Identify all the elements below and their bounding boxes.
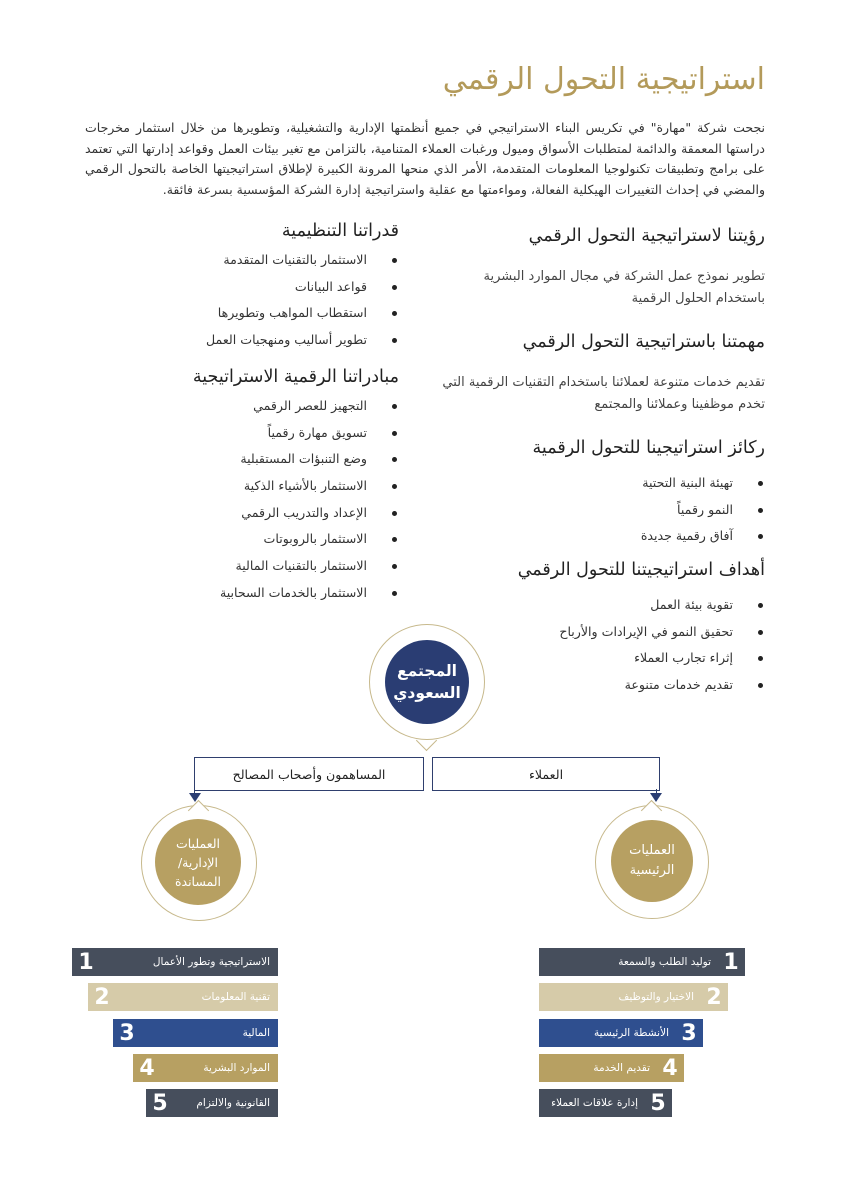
right-bar-1 (539, 948, 745, 976)
list-item: وضع التنبؤات المستقبلية (99, 446, 399, 473)
right-circle-label: العمليات الرئيسية (629, 843, 675, 878)
list-item: تقوية بيئة العمل (435, 592, 765, 619)
left-circle-label: العمليات الإدارية/ المساندة (174, 835, 222, 889)
bar-label: المالية (242, 1027, 270, 1039)
bar-number: 3 (681, 1020, 697, 1046)
vision-text: تطوير نموذج عمل الشركة في مجال الموارد البشرية باستخدام الحلول الرقمية (483, 269, 765, 306)
left-bar-3 (113, 1019, 278, 1047)
bar-label: تقديم الخدمة (593, 1062, 650, 1074)
bar-number: 1 (78, 949, 94, 975)
bar-label: تقنية المعلومات (201, 991, 270, 1003)
customers-label: العملاء (528, 766, 564, 782)
bar-label: القانونية والالتزام (196, 1097, 270, 1109)
capabilities-heading: قدراتنا التنظيمية (281, 221, 399, 241)
bar-label: الاختيار والتوظيف (618, 991, 694, 1003)
list-item: الإعداد والتدريب الرقمي (99, 500, 399, 527)
list-item: استقطاب المواهب وتطويرها (99, 300, 399, 327)
bar-number: 3 (119, 1020, 135, 1046)
pillars-heading: ركائز استراتيجينا للتحول الرقمية (532, 438, 765, 458)
bar-label: الموارد البشرية (203, 1062, 270, 1074)
bar-number: 1 (723, 949, 739, 975)
list-item: تطوير أساليب ومنهجيات العمل (99, 327, 399, 354)
list-item: الاستثمار بالتقنيات المالية (99, 553, 399, 580)
top-circle (385, 640, 469, 724)
bar-label: توليد الطلب والسمعة (618, 956, 711, 968)
bar-number: 2 (706, 984, 722, 1010)
initiatives-section (99, 367, 399, 607)
bar-number: 4 (662, 1055, 678, 1081)
pillars-section (435, 438, 765, 550)
list-item: الاستثمار بالأشياء الذكية (99, 473, 399, 500)
right-bar-2 (539, 983, 728, 1011)
bar-number: 5 (152, 1090, 168, 1116)
list-item: الاستثمار بالخدمات السحابية (99, 580, 399, 607)
list-item: آفاق رقمية جديدة (435, 523, 765, 550)
initiatives-heading: مبادراتنا الرقمية الاستراتيجية (192, 367, 399, 387)
mission-heading: مهمتنا باستراتيجية التحول الرقمي (522, 332, 765, 352)
list-item: تحقيق النمو في الإيرادات والأرباح (435, 619, 765, 646)
vision-heading: رؤيتنا لاستراتيجية التحول الرقمي (528, 226, 765, 246)
right-bar-5 (539, 1089, 672, 1117)
bar-number: 2 (94, 984, 110, 1010)
stakeholders-label: المساهمون وأصحاب المصالح (232, 766, 386, 782)
bar-label: إدارة علاقات العملاء (551, 1097, 638, 1109)
list-item: النمو رقمياً (435, 497, 765, 524)
page-title: استراتيجية التحول الرقمي (442, 62, 765, 97)
list-item: قواعد البيانات (99, 274, 399, 301)
goals-heading: أهداف استراتيجيتنا للتحول الرقمي (517, 560, 765, 580)
customers-box (432, 757, 660, 791)
list-item: تهيئة البنية التحتية (435, 470, 765, 497)
bar-number: 5 (650, 1090, 666, 1116)
list-item: تقديم خدمات متنوعة (435, 672, 765, 699)
list-item: تسويق مهارة رقمياً (99, 420, 399, 447)
initiatives-list (99, 393, 399, 607)
right-bar-3 (539, 1019, 703, 1047)
intro-paragraph: نجحت شركة "مهارة" في تكريس البناء الاستراتيجي في جميع أنظمتها الإدارية والتشغيلية، وتطويرها من خلال استثمار مخرجات دراستها المعمقة والدائمة لمتطلبات الأسواق وميول ورغبات العملاء المتنامية، بالتزامن مع تغير بيئات العمل وقواعد إدارتها التي تعتمد على برامج وتطبيقات تكنولوجيا المعلومات المتقدمة، الأمر الذي منحها المرونة الكبيرة لإطلاق استراتيجيتها الخاصة بالتحول الرقمي والمضي في إحداث التغييرات الهيكلية الفعالة، ومواءمتها مع عقلية واستراتيجية إدارة الشركة المؤسسية بسرعة فائقة. (85, 120, 765, 197)
list-item: التجهيز للعصر الرقمي (99, 393, 399, 420)
right-circle (611, 820, 693, 902)
capabilities-list (99, 247, 399, 354)
left-bar-1 (72, 948, 278, 976)
pillars-list (435, 470, 765, 550)
left-bar-4 (133, 1054, 278, 1082)
capabilities-section (99, 221, 399, 354)
right-bar-4 (539, 1054, 684, 1082)
bar-label: الأنشطة الرئيسية (594, 1027, 669, 1039)
left-circle (155, 819, 241, 905)
top-circle-label: المجتمع السعودي (393, 662, 461, 702)
right-column (435, 226, 765, 310)
list-item: الاستثمار بالتقنيات المتقدمة (99, 247, 399, 274)
list-item: الاستثمار بالروبوتات (99, 526, 399, 553)
stakeholders-box (194, 757, 424, 791)
mission-section (435, 332, 765, 416)
left-bar-2 (88, 983, 278, 1011)
list-item: إثراء تجارب العملاء (435, 645, 765, 672)
left-bar-5 (146, 1089, 278, 1117)
bar-number: 4 (139, 1055, 155, 1081)
bar-label: الاستراتيجية وتطور الأعمال (152, 956, 270, 968)
mission-text: تقديم خدمات متنوعة لعملائنا باستخدام التقنيات الرقمية التي تخدم موظفينا وعملائنا والمجتمع (442, 375, 765, 412)
